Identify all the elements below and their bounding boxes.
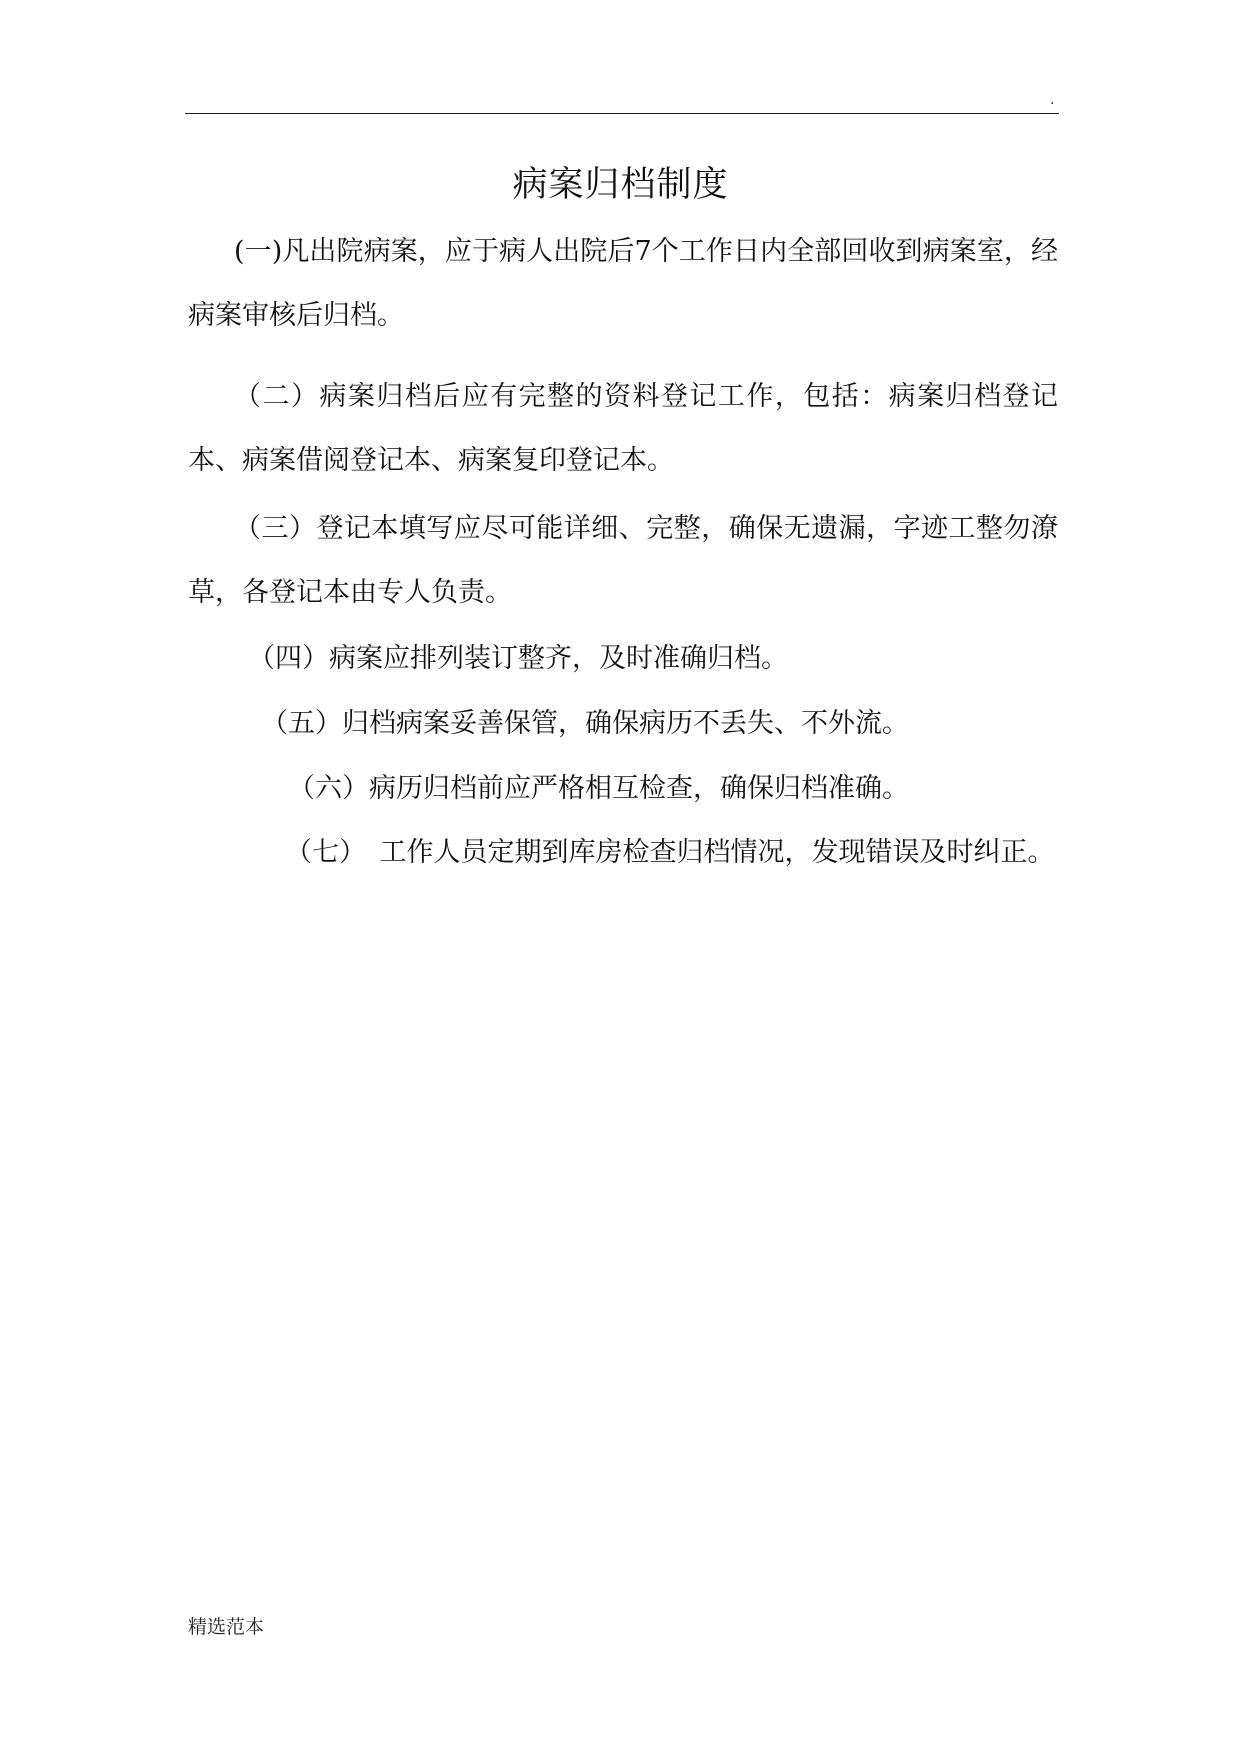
header-mark: . [1050, 92, 1055, 108]
footer-label: 精选范本 [188, 1616, 265, 1638]
paragraph-1: (一)凡出院病案，应于病人出院后7个工作日内全部回收到病案室，经病案审核后归档。 [188, 236, 1058, 331]
header-rule [185, 113, 1059, 114]
paragraph-6: （六）病历归档前应严格相互检查，确保归档准确。 [288, 773, 909, 804]
paragraph-2: （二）病案归档后应有完整的资料登记工作，包括：病案归档登记本、病案借阅登记本、病案复印登记本。 [188, 381, 1058, 476]
paragraph-4: （四）病案应排列装订整齐，及时准确归档。 [248, 643, 788, 674]
document-title: 病案归档制度 [512, 165, 729, 205]
paragraph-3: （三）登记本填写应尽可能详细、完整，确保无遗漏，字迹工整勿潦草，各登记本由专人负责。 [188, 513, 1058, 608]
paragraph-7: （七） 工作人员定期到库房检查归档情况，发现错误及时纠正。 [285, 837, 1055, 868]
paragraph-5: （五）归档病案妥善保管，确保病历不丢失、不外流。 [261, 708, 909, 739]
